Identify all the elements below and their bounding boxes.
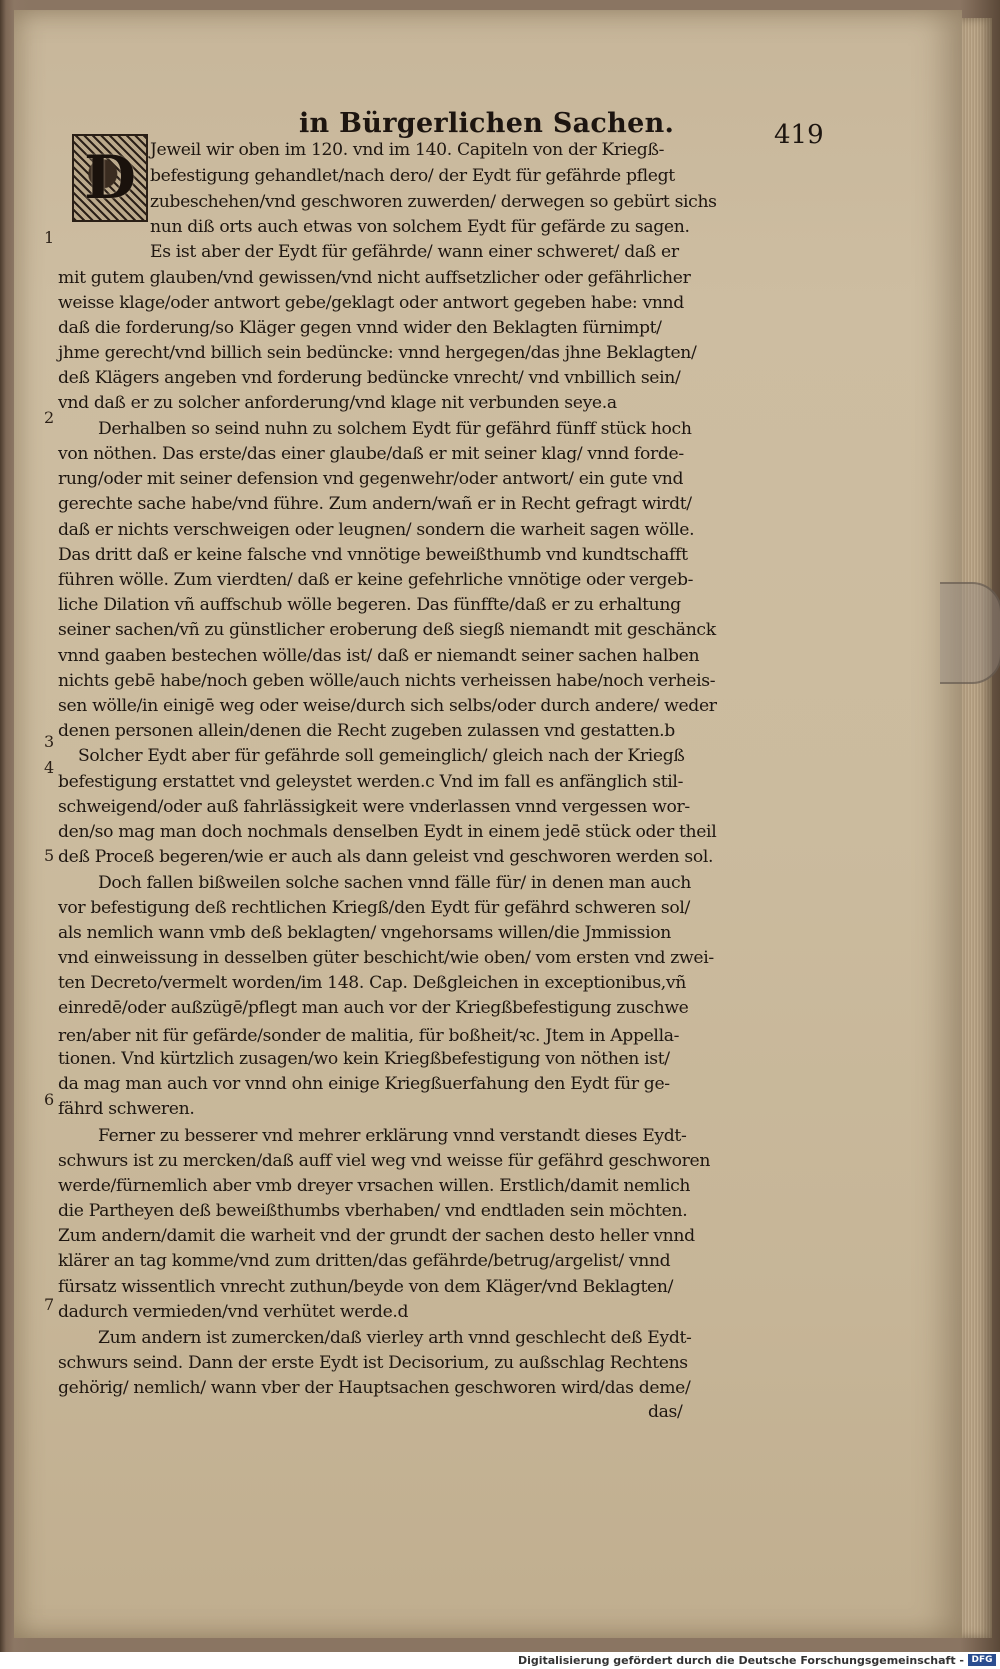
decorated-initial <box>72 134 148 222</box>
text-line: Es ist aber der Eydt für gefährde/ wann einer schweret/ daß er <box>150 242 679 262</box>
book-fore-edge <box>962 18 992 1638</box>
text-line: schweigend/oder auß fahrlässigkeit were vnderlassen vnnd vergessen wor‑ <box>58 797 690 817</box>
text-line: seiner sachen/vñ zu günstlicher eroberung deß siegß niemandt mit geschänck <box>58 620 716 640</box>
text-line: befestigung erstattet vnd geleystet werden.c Vnd im fall es anfänglich stil‑ <box>58 772 684 792</box>
text-line: daß die forderung/so Kläger gegen vnnd wider den Beklagten fürnimpt/ <box>58 318 662 338</box>
text-line: führen wölle. Zum vierdten/ daß er keine gefehrliche vnnötige oder vergeb‑ <box>58 570 694 590</box>
text-line: die Partheyen deß beweißthumbs vberhaben/ vnd endtladen sein möchten. <box>58 1201 688 1221</box>
running-header: in Bürgerlichen Sachen. <box>299 108 675 139</box>
text-line: Jeweil wir oben im 120. vnd im 140. Capiteln von der Kriegß‑ <box>150 140 665 160</box>
text-line: Derhalben so seind nuhn zu solchem Eydt für gefährd fünff stück hoch <box>98 419 692 439</box>
text-line: befestigung gehandlet/nach dero/ der Eydt für gefährde pflegt <box>150 166 675 186</box>
text-line: vnd daß er zu solcher anforderung/vnd klage nit verbunden seye.a <box>58 393 617 413</box>
text-line: Das dritt daß er keine falsche vnd vnnötige beweißthumb vnd kundtschafft <box>58 545 688 565</box>
text-line: da mag man auch vor vnnd ohn einige Kriegßuerfahung den Eydt für ge‑ <box>58 1074 670 1094</box>
text-line: den/so mag man doch nochmals denselben Eydt in einem jedē stück oder theil <box>58 822 717 842</box>
text-line: denen personen allein/denen die Recht zugeben zulassen vnd gestatten.b <box>58 721 675 741</box>
text-line: deß Klägers angeben vnd forderung bedüncke vnrecht/ vnd vnbillich sein/ <box>58 368 681 388</box>
text-line: klärer an tag komme/vnd zum dritten/das gefährde/betrug/argelist/ vnnd <box>58 1251 671 1271</box>
page-number: 419 <box>774 120 824 150</box>
margin-number: 7 <box>44 1295 55 1314</box>
text-line: nichts gebē habe/noch geben wölle/auch nichts verheissen habe/noch verheis‑ <box>58 671 716 691</box>
initial-letter: D <box>83 143 137 213</box>
text-line: schwurs seind. Dann der erste Eydt ist Decisorium, zu außschlag Rechtens <box>58 1353 688 1373</box>
text-line: vnnd gaaben bestechen wölle/das ist/ daß er niemandt seiner sachen halben <box>58 646 700 666</box>
text-line: liche Dilation vñ auffschub wölle begeren. Das fünffte/daß er zu erhaltung <box>58 595 681 615</box>
text-line: Zum andern ist zumercken/daß vierley arth vnnd geschlecht deß Eydt‑ <box>98 1328 692 1348</box>
margin-number: 4 <box>44 758 55 777</box>
text-line: das/ <box>648 1402 683 1422</box>
text-line: von nöthen. Das erste/das einer glaube/daß er mit seiner klag/ vnnd forde‑ <box>58 444 684 464</box>
text-line: vor befestigung deß rechtlichen Kriegß/den Eydt für gefährd schweren sol/ <box>58 898 690 918</box>
text-line: gerechte sache habe/vnd führe. Zum andern/wañ er in Recht gefragt wirdt/ <box>58 494 692 514</box>
text-line: Solcher Eydt aber für gefährde soll gemeinglich/ gleich nach der Kriegß <box>78 746 685 766</box>
text-line: zubeschehen/vnd geschworen zuwerden/ derwegen so gebürt sichs <box>150 192 717 212</box>
text-line: jhme gerecht/vnd billich sein bedüncke: vnnd hergegen/das jhne Beklagten/ <box>58 343 697 363</box>
margin-number: 3 <box>44 732 55 751</box>
text-line: tionen. Vnd kürtzlich zusagen/wo kein Kriegßbefestigung von nöthen ist/ <box>58 1049 670 1069</box>
text-line: vnd einweissung in desselben güter beschicht/wie oben/ vom ersten vnd zwei‑ <box>58 948 714 968</box>
text-line: daß er nichts verschweigen oder leugnen/ sondern die warheit sagen wölle. <box>58 520 695 540</box>
page-tab-marker <box>940 582 1000 684</box>
margin-number: 2 <box>44 408 55 427</box>
text-line: deß Proceß begeren/wie er auch als dann geleist vnd geschworen werden sol. <box>58 847 714 867</box>
margin-number: 1 <box>44 228 55 247</box>
text-line: Ferner zu besserer vnd mehrer erklärung vnnd verstandt dieses Eydt‑ <box>98 1126 687 1146</box>
text-line: einredē/oder außzügē/pflegt man auch vor der Kriegßbefestigung zuschwe <box>58 998 689 1018</box>
text-line: als nemlich wann vmb deß beklagten/ vngehorsams willen/die Jmmission <box>58 923 671 943</box>
book-page <box>14 10 962 1638</box>
margin-number: 6 <box>44 1090 55 1109</box>
text-line: werde/fürnemlich aber vmb dreyer vrsachen willen. Erstlich/damit nemlich <box>58 1176 691 1196</box>
text-line: weisse klage/oder antwort gebe/geklagt oder antwort gegeben habe: vnnd <box>58 293 684 313</box>
funding-credit: Digitalisierung gefördert durch die Deutsche Forschungsgemeinschaft - <box>517 1654 964 1667</box>
text-line: fährd schweren. <box>58 1099 195 1119</box>
text-line: mit gutem glauben/vnd gewissen/vnd nicht auffsetzlicher oder gefährlicher <box>58 268 691 288</box>
text-line: Zum andern/damit die warheit vnd der grundt der sachen desto heller vnnd <box>58 1226 695 1246</box>
text-line: rung/oder mit seiner defension vnd gegenwehr/oder antwort/ ein gute vnd <box>58 469 684 489</box>
text-line: Doch fallen bißweilen solche sachen vnnd fälle für/ in denen man auch <box>98 873 691 893</box>
footer-bar <box>0 1652 1000 1669</box>
text-line: gehörig/ nemlich/ wann vber der Hauptsachen geschworen wird/das deme/ <box>58 1378 691 1398</box>
text-line: fürsatz wissentlich vnrecht zuthun/beyde von dem Kläger/vnd Beklagten/ <box>58 1277 674 1297</box>
margin-number: 5 <box>44 846 55 865</box>
text-line: dadurch vermieden/vnd verhütet werde.d <box>58 1302 409 1322</box>
text-line: ren/aber nit für gefärde/sonder de malitia, für boßheit/ꝛc. Jtem in Appella‑ <box>58 1026 680 1046</box>
dfg-logo: DFG <box>968 1654 996 1666</box>
text-line: nun diß orts auch etwas von solchem Eydt für gefärde zu sagen. <box>150 217 690 237</box>
text-line: ten Decreto/vermelt worden/im 148. Cap. Deßgleichen in exceptionibus,vñ <box>58 973 686 993</box>
text-line: schwurs ist zu mercken/daß auff viel weg vnd weisse für gefährd geschworen <box>58 1151 711 1171</box>
text-line: sen wölle/in einigē weg oder weise/durch sich selbs/oder durch andere/ weder <box>58 696 717 716</box>
